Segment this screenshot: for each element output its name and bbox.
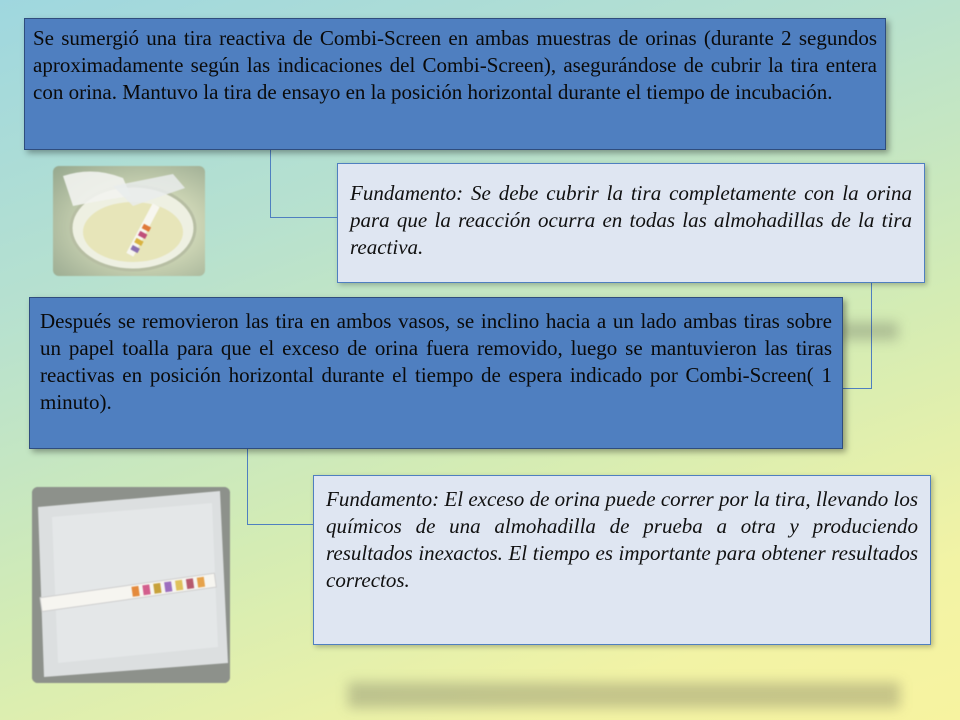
decorative-shadow-bar bbox=[348, 682, 900, 708]
step-2-text: Después se removieron las tira en ambos vasos, se inclino hacia a un lado ambas tiras sobre un papel toalla para que el exceso de orina fuera removido, luego se mantuvieron las tiras reactivas en posición horizontal durante el tiempo de espera indicado por Combi-Screen( 1 minuto). bbox=[40, 309, 832, 414]
photo-strip-in-cup bbox=[53, 166, 205, 276]
connector-line bbox=[247, 449, 248, 525]
photo-strip-in-cup-illustration bbox=[53, 166, 205, 276]
step-1-procedure bbox=[24, 18, 886, 150]
connector-line bbox=[843, 388, 872, 389]
connector-line bbox=[270, 150, 271, 218]
decorative-shadow-bar bbox=[840, 322, 898, 340]
step-1-text: Se sumergió una tira reactiva de Combi-Screen en ambas muestras de orinas (durante 2 segundos aproximadamente según las indicaciones del Combi-Screen), asegurándose de cubrir la tira entera con orina. Mantuvo la tira de ensayo en la posición horizontal durante el tiempo de incubación. bbox=[33, 26, 877, 104]
photo-strip-on-paper-towel-illustration bbox=[32, 487, 230, 683]
fundamento-1-text: Fundamento: Se debe cubrir la tira completamente con la orina para que la reacción ocurra en todas las almohadillas de la tira reactiva. bbox=[350, 181, 912, 259]
connector-line bbox=[270, 217, 337, 218]
step-2-procedure bbox=[29, 297, 843, 449]
fundamento-2-text: Fundamento: El exceso de orina puede correr por la tira, llevando los químicos de una almohadilla de prueba a otra y produciendo resultados inexactos. El tiempo es importante para obtener resultados correctos. bbox=[326, 487, 918, 592]
step-2-fundamento bbox=[313, 475, 931, 645]
step-1-fundamento bbox=[337, 163, 925, 283]
connector-line bbox=[247, 524, 313, 525]
photo-strip-on-paper-towel bbox=[32, 487, 230, 683]
